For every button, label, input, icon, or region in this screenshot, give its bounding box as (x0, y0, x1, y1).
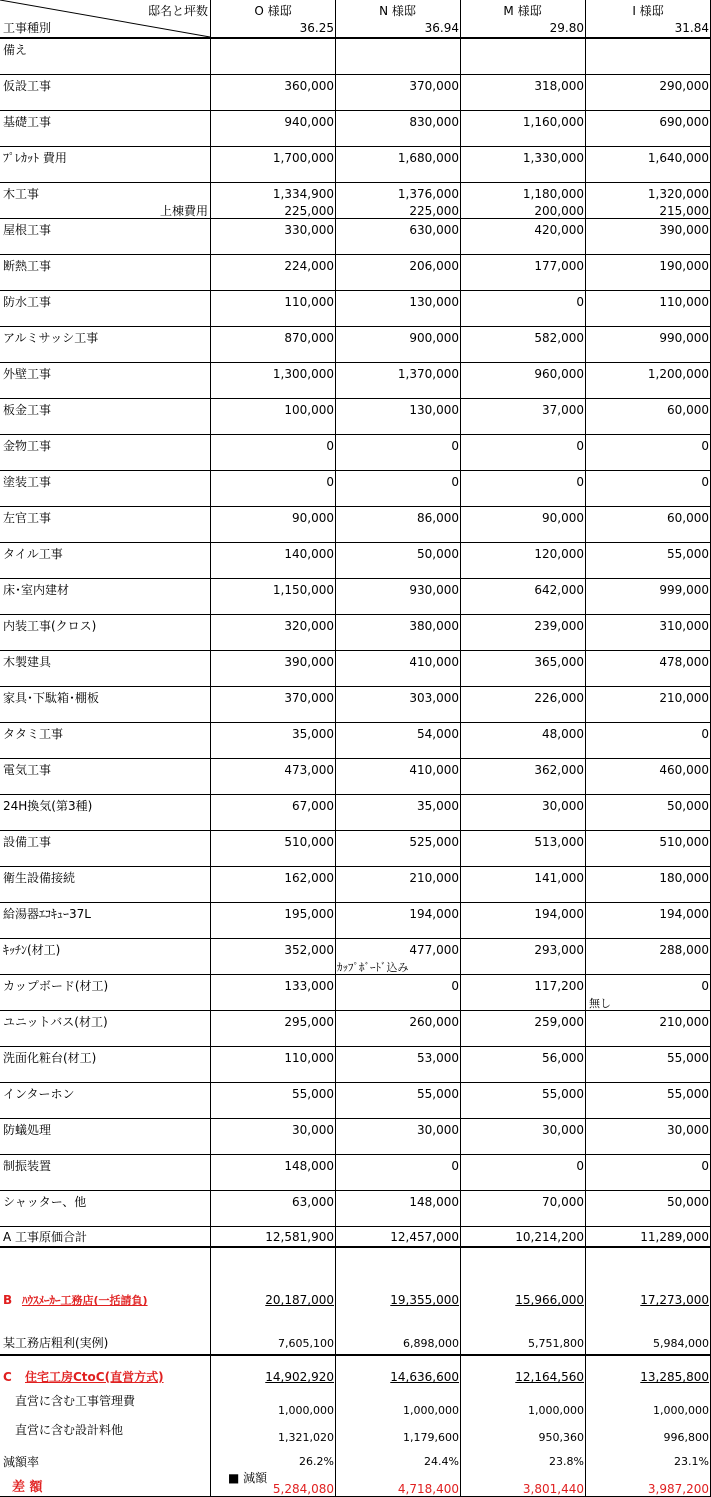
item-label: 木工事 (3, 187, 40, 201)
item-value-o: 1,150,000 (272, 583, 334, 597)
item-value-n: 900,000 (409, 331, 459, 345)
total-a-underline (0, 1246, 711, 1248)
profit-m: 5,751,800 (528, 1337, 584, 1350)
item-value-i: 999,000 (659, 583, 709, 597)
total-b-i: 17,273,000 (640, 1293, 709, 1307)
item-label: 仮設工事 (3, 79, 52, 93)
item-value-i: 210,000 (659, 691, 709, 705)
total-b-n: 19,355,000 (390, 1293, 459, 1307)
item-value-i: 60,000 (667, 403, 709, 417)
grid-vline-2 (335, 0, 336, 1497)
total-b-o: 20,187,000 (265, 1293, 334, 1307)
mgmt-fee-i: 1,000,000 (653, 1404, 709, 1417)
mgmt-fee-m: 1,000,000 (528, 1404, 584, 1417)
item-row (0, 291, 711, 327)
house-name-o: O 様邸 (254, 4, 292, 18)
item-value-o: 195,000 (284, 907, 334, 921)
item-value-i: 55,000 (667, 547, 709, 561)
item-value-m: 117,200 (534, 979, 584, 993)
row-separator (0, 1226, 711, 1227)
item-value-m: 0 (576, 439, 584, 453)
item-value-o: 370,000 (284, 691, 334, 705)
total-c-m: 12,164,560 (515, 1370, 584, 1384)
item-value-o: 330,000 (284, 223, 334, 237)
total-a-label: A 工事原価合計 (3, 1230, 88, 1244)
reduction-rate-label: 減額率 (3, 1455, 40, 1469)
item-label: 電気工事 (3, 763, 52, 777)
tsubo-i: 31.84 (674, 21, 709, 35)
difference-n: 4,718,400 (397, 1482, 459, 1496)
item-value-o: 30,000 (292, 1123, 334, 1137)
item-label: 家具･下駄箱･棚板 (3, 691, 100, 705)
item-row (0, 75, 711, 111)
design-fee-i: 996,800 (663, 1431, 709, 1444)
reduction-rate-row (0, 1454, 711, 1470)
item-value-n: 410,000 (409, 655, 459, 669)
item-value-n: 210,000 (409, 871, 459, 885)
note-cupboard-none: 無し (589, 997, 611, 1010)
item-value-i: 478,000 (659, 655, 709, 669)
total-b-prefix: B (3, 1293, 13, 1307)
item-label: シャッター、他 (3, 1195, 87, 1209)
item-row (0, 111, 711, 147)
joutou-value-o: 225,000 (284, 204, 334, 218)
house-name-n: N 様邸 (379, 4, 416, 18)
item-label: アルミサッシ工事 (3, 331, 99, 345)
header-corner-top: 邸名と坪数 (147, 4, 208, 18)
item-value-n: 1,370,000 (397, 367, 459, 381)
item-value-m: 120,000 (534, 547, 584, 561)
item-value-m: 0 (576, 475, 584, 489)
profit-separator (0, 1354, 711, 1356)
item-row (0, 39, 711, 75)
item-label: 制振装置 (3, 1159, 52, 1173)
item-label: 備え (3, 43, 28, 57)
item-value-o: 320,000 (284, 619, 334, 633)
reduction-rate-m: 23.8% (549, 1455, 584, 1468)
item-value-o: 67,000 (292, 799, 334, 813)
item-value-n: 54,000 (417, 727, 459, 741)
item-value-m: 259,000 (534, 1015, 584, 1029)
design-fee-o: 1,321,020 (278, 1431, 334, 1444)
item-value-i: 690,000 (659, 115, 709, 129)
total-b-m: 15,966,000 (515, 1293, 584, 1307)
item-value-i: 1,320,000 (647, 187, 709, 201)
reduction-rate-o: 26.2% (299, 1455, 334, 1468)
reduction-rate-i: 23.1% (674, 1455, 709, 1468)
item-label: 屋根工事 (3, 223, 52, 237)
item-row (0, 831, 711, 867)
total-c-prefix: C (3, 1370, 12, 1384)
item-value-o: 473,000 (284, 763, 334, 777)
item-value-m: 1,330,000 (522, 151, 584, 165)
item-row (0, 867, 711, 903)
item-value-o: 148,000 (284, 1159, 334, 1173)
item-value-m: 0 (576, 1159, 584, 1173)
item-value-o: 100,000 (284, 403, 334, 417)
item-value-i: 210,000 (659, 1015, 709, 1029)
item-value-o: 1,300,000 (272, 367, 334, 381)
item-value-i: 190,000 (659, 259, 709, 273)
item-value-i: 50,000 (667, 799, 709, 813)
item-row (0, 579, 711, 615)
item-label: 衛生設備接続 (3, 871, 76, 885)
item-value-o: 0 (326, 475, 334, 489)
mgmt-fee-label: 直営に含む工事管理費 (15, 1394, 136, 1408)
item-value-m: 0 (576, 295, 584, 309)
item-value-n: 130,000 (409, 403, 459, 417)
item-row (0, 903, 711, 939)
item-label: ｷｯﾁﾝ(材工) (3, 943, 61, 957)
total-c-i: 13,285,800 (640, 1370, 709, 1384)
item-row (0, 795, 711, 831)
mgmt-fee-n: 1,000,000 (403, 1404, 459, 1417)
item-value-o: 110,000 (284, 295, 334, 309)
item-value-n: 0 (451, 1159, 459, 1173)
item-value-i: 990,000 (659, 331, 709, 345)
item-value-i: 55,000 (667, 1087, 709, 1101)
grid-vline-3 (460, 0, 461, 1497)
item-value-n: 0 (451, 979, 459, 993)
item-value-i: 194,000 (659, 907, 709, 921)
item-value-i: 460,000 (659, 763, 709, 777)
item-value-n: 148,000 (409, 1195, 459, 1209)
profit-row (0, 1335, 711, 1353)
design-fee-m: 950,360 (538, 1431, 584, 1444)
item-label: 金物工事 (3, 439, 52, 453)
item-label: 洗面化粧台(材工) (3, 1051, 97, 1065)
total-b-row (0, 1292, 711, 1310)
joutou-value-m: 200,000 (534, 204, 584, 218)
item-label: 内装工事(クロス) (3, 619, 97, 633)
item-value-o: 360,000 (284, 79, 334, 93)
item-value-i: 0 (701, 439, 709, 453)
item-value-o: 510,000 (284, 835, 334, 849)
item-value-i: 30,000 (667, 1123, 709, 1137)
item-label: 床･室内建材 (3, 583, 70, 597)
profit-n: 6,898,000 (403, 1337, 459, 1350)
total-a-row (0, 1228, 711, 1246)
item-row (0, 471, 711, 507)
item-row (0, 507, 711, 543)
joutou-label: 上棟費用 (159, 204, 208, 218)
item-value-n: 35,000 (417, 799, 459, 813)
item-value-m: 642,000 (534, 583, 584, 597)
item-value-m: 1,180,000 (522, 187, 584, 201)
item-label: 給湯器ｴｺｷｭｰ37L (3, 907, 91, 921)
item-row (0, 147, 711, 183)
item-value-o: 1,334,900 (272, 187, 334, 201)
item-row (0, 1155, 711, 1191)
item-value-m: 293,000 (534, 943, 584, 957)
item-value-n: 130,000 (409, 295, 459, 309)
design-fee-row (0, 1422, 711, 1444)
item-value-m: 1,160,000 (522, 115, 584, 129)
item-value-m: 56,000 (542, 1051, 584, 1065)
item-value-n: 86,000 (417, 511, 459, 525)
item-value-o: 110,000 (284, 1051, 334, 1065)
item-value-o: 133,000 (284, 979, 334, 993)
item-value-o: 1,700,000 (272, 151, 334, 165)
item-value-n: 930,000 (409, 583, 459, 597)
item-row (0, 1083, 711, 1119)
item-label: インターホン (3, 1087, 75, 1101)
item-value-n: 410,000 (409, 763, 459, 777)
joutou-value-i: 215,000 (659, 204, 709, 218)
item-value-o: 162,000 (284, 871, 334, 885)
item-label: 断熱工事 (3, 259, 52, 273)
item-value-i: 1,640,000 (647, 151, 709, 165)
item-value-m: 318,000 (534, 79, 584, 93)
item-value-i: 50,000 (667, 1195, 709, 1209)
tsubo-n: 36.94 (424, 21, 459, 35)
item-value-m: 226,000 (534, 691, 584, 705)
profit-o: 7,605,100 (278, 1337, 334, 1350)
design-fee-n: 1,179,600 (403, 1431, 459, 1444)
legend-reduction: ■ 減額 (228, 1471, 268, 1485)
item-label: タタミ工事 (3, 727, 64, 741)
item-value-n: 477,000 (409, 943, 459, 957)
item-label: カップボード(材工) (3, 979, 109, 993)
difference-row (0, 1470, 711, 1497)
item-value-m: 513,000 (534, 835, 584, 849)
item-row (0, 615, 711, 651)
total-a-i: 11,289,000 (640, 1230, 709, 1244)
item-label: 外壁工事 (3, 367, 52, 381)
item-value-m: 420,000 (534, 223, 584, 237)
item-row (0, 1047, 711, 1083)
total-c-o: 14,902,920 (265, 1370, 334, 1384)
item-value-n: 50,000 (417, 547, 459, 561)
item-label: 設備工事 (3, 835, 52, 849)
total-b-label: ﾊｳｽﾒｰｶｰ工務店(一括請負) (22, 1294, 148, 1307)
item-label: 24H換気(第3種) (3, 799, 93, 813)
item-row (0, 1011, 711, 1047)
difference-label: 差 額 (12, 1480, 43, 1495)
item-value-i: 0 (701, 727, 709, 741)
item-value-n: 53,000 (417, 1051, 459, 1065)
item-value-i: 110,000 (659, 295, 709, 309)
item-value-i: 0 (701, 979, 709, 993)
item-value-m: 365,000 (534, 655, 584, 669)
profit-i: 5,984,000 (653, 1337, 709, 1350)
item-value-i: 0 (701, 1159, 709, 1173)
total-c-n: 14,636,600 (390, 1370, 459, 1384)
item-value-m: 239,000 (534, 619, 584, 633)
grid-vline-4 (585, 0, 586, 1497)
item-value-n: 1,376,000 (397, 187, 459, 201)
header-row (0, 0, 711, 37)
item-label: 防水工事 (3, 295, 52, 309)
item-row (0, 327, 711, 363)
tsubo-m: 29.80 (549, 21, 584, 35)
item-label: 板金工事 (3, 403, 52, 417)
tsubo-o: 36.25 (299, 21, 334, 35)
item-value-n: 630,000 (409, 223, 459, 237)
item-value-m: 177,000 (534, 259, 584, 273)
item-value-o: 35,000 (292, 727, 334, 741)
item-row (0, 255, 711, 291)
item-value-n: 0 (451, 439, 459, 453)
house-name-m: M 様邸 (503, 4, 542, 18)
item-value-o: 870,000 (284, 331, 334, 345)
total-a-m: 10,214,200 (515, 1230, 584, 1244)
item-value-o: 63,000 (292, 1195, 334, 1209)
total-c-label: 住宅工房CtoC(直営方式) (25, 1370, 164, 1384)
grid-vline-1 (210, 0, 211, 1497)
difference-m: 3,801,440 (522, 1482, 584, 1496)
item-row (0, 1191, 711, 1227)
item-value-m: 30,000 (542, 1123, 584, 1137)
item-value-m: 55,000 (542, 1087, 584, 1101)
note-kitchen-includes-cupboard: ｶｯﾌﾟﾎﾞｰﾄﾞ込み (337, 961, 409, 974)
total-a-n: 12,457,000 (390, 1230, 459, 1244)
header-corner-bottom: 工事種別 (3, 21, 52, 35)
item-row (0, 219, 711, 255)
house-name-i: I 様邸 (632, 4, 664, 18)
item-value-m: 37,000 (542, 403, 584, 417)
item-row (0, 435, 711, 471)
mgmt-fee-o: 1,000,000 (278, 1404, 334, 1417)
item-value-m: 582,000 (534, 331, 584, 345)
item-value-i: 310,000 (659, 619, 709, 633)
item-value-m: 362,000 (534, 763, 584, 777)
item-value-i: 55,000 (667, 1051, 709, 1065)
difference-o: 5,284,080 (272, 1482, 334, 1496)
item-row (0, 759, 711, 795)
item-value-i: 1,200,000 (647, 367, 709, 381)
item-row (0, 687, 711, 723)
item-row (0, 363, 711, 399)
item-value-m: 30,000 (542, 799, 584, 813)
item-value-i: 180,000 (659, 871, 709, 885)
item-value-n: 303,000 (409, 691, 459, 705)
item-row (0, 723, 711, 759)
item-value-i: 510,000 (659, 835, 709, 849)
item-row (0, 651, 711, 687)
item-label: 塗装工事 (3, 475, 52, 489)
item-value-n: 206,000 (409, 259, 459, 273)
item-value-n: 830,000 (409, 115, 459, 129)
design-fee-label: 直営に含む設計料他 (15, 1423, 124, 1437)
item-value-i: 288,000 (659, 943, 709, 957)
item-value-n: 30,000 (417, 1123, 459, 1137)
item-label: タイル工事 (3, 547, 63, 561)
item-value-i: 390,000 (659, 223, 709, 237)
item-value-o: 140,000 (284, 547, 334, 561)
item-value-o: 224,000 (284, 259, 334, 273)
item-row (0, 543, 711, 579)
item-value-m: 90,000 (542, 511, 584, 525)
item-value-n: 525,000 (409, 835, 459, 849)
difference-i: 3,987,200 (647, 1482, 709, 1496)
item-value-n: 260,000 (409, 1015, 459, 1029)
item-value-i: 0 (701, 475, 709, 489)
item-value-m: 194,000 (534, 907, 584, 921)
item-label: ユニットバス(材工) (3, 1015, 108, 1029)
item-value-n: 370,000 (409, 79, 459, 93)
item-value-n: 0 (451, 475, 459, 489)
item-row (0, 1119, 711, 1155)
total-a-o: 12,581,900 (265, 1230, 334, 1244)
item-value-m: 960,000 (534, 367, 584, 381)
joutou-value-n: 225,000 (409, 204, 459, 218)
item-value-n: 194,000 (409, 907, 459, 921)
reduction-rate-n: 24.4% (424, 1455, 459, 1468)
item-value-o: 352,000 (284, 943, 334, 957)
item-value-o: 90,000 (292, 511, 334, 525)
item-value-n: 55,000 (417, 1087, 459, 1101)
item-label: ﾌﾟﾚｶｯﾄ 費用 (3, 151, 67, 165)
item-value-i: 290,000 (659, 79, 709, 93)
item-value-o: 940,000 (284, 115, 334, 129)
mgmt-fee-row (0, 1393, 711, 1417)
profit-label: 某工務店粗利(実例) (3, 1336, 109, 1350)
item-label: 左官工事 (3, 511, 52, 525)
item-label: 防蟻処理 (3, 1123, 52, 1137)
item-value-o: 390,000 (284, 655, 334, 669)
item-value-n: 1,680,000 (397, 151, 459, 165)
item-label: 基礎工事 (3, 115, 52, 129)
item-value-o: 0 (326, 439, 334, 453)
item-value-o: 295,000 (284, 1015, 334, 1029)
item-value-n: 380,000 (409, 619, 459, 633)
item-value-i: 60,000 (667, 511, 709, 525)
item-value-m: 70,000 (542, 1195, 584, 1209)
item-value-m: 48,000 (542, 727, 584, 741)
item-label: 木製建具 (3, 655, 52, 669)
item-value-m: 141,000 (534, 871, 584, 885)
item-row (0, 399, 711, 435)
item-value-o: 55,000 (292, 1087, 334, 1101)
total-c-row (0, 1369, 711, 1387)
